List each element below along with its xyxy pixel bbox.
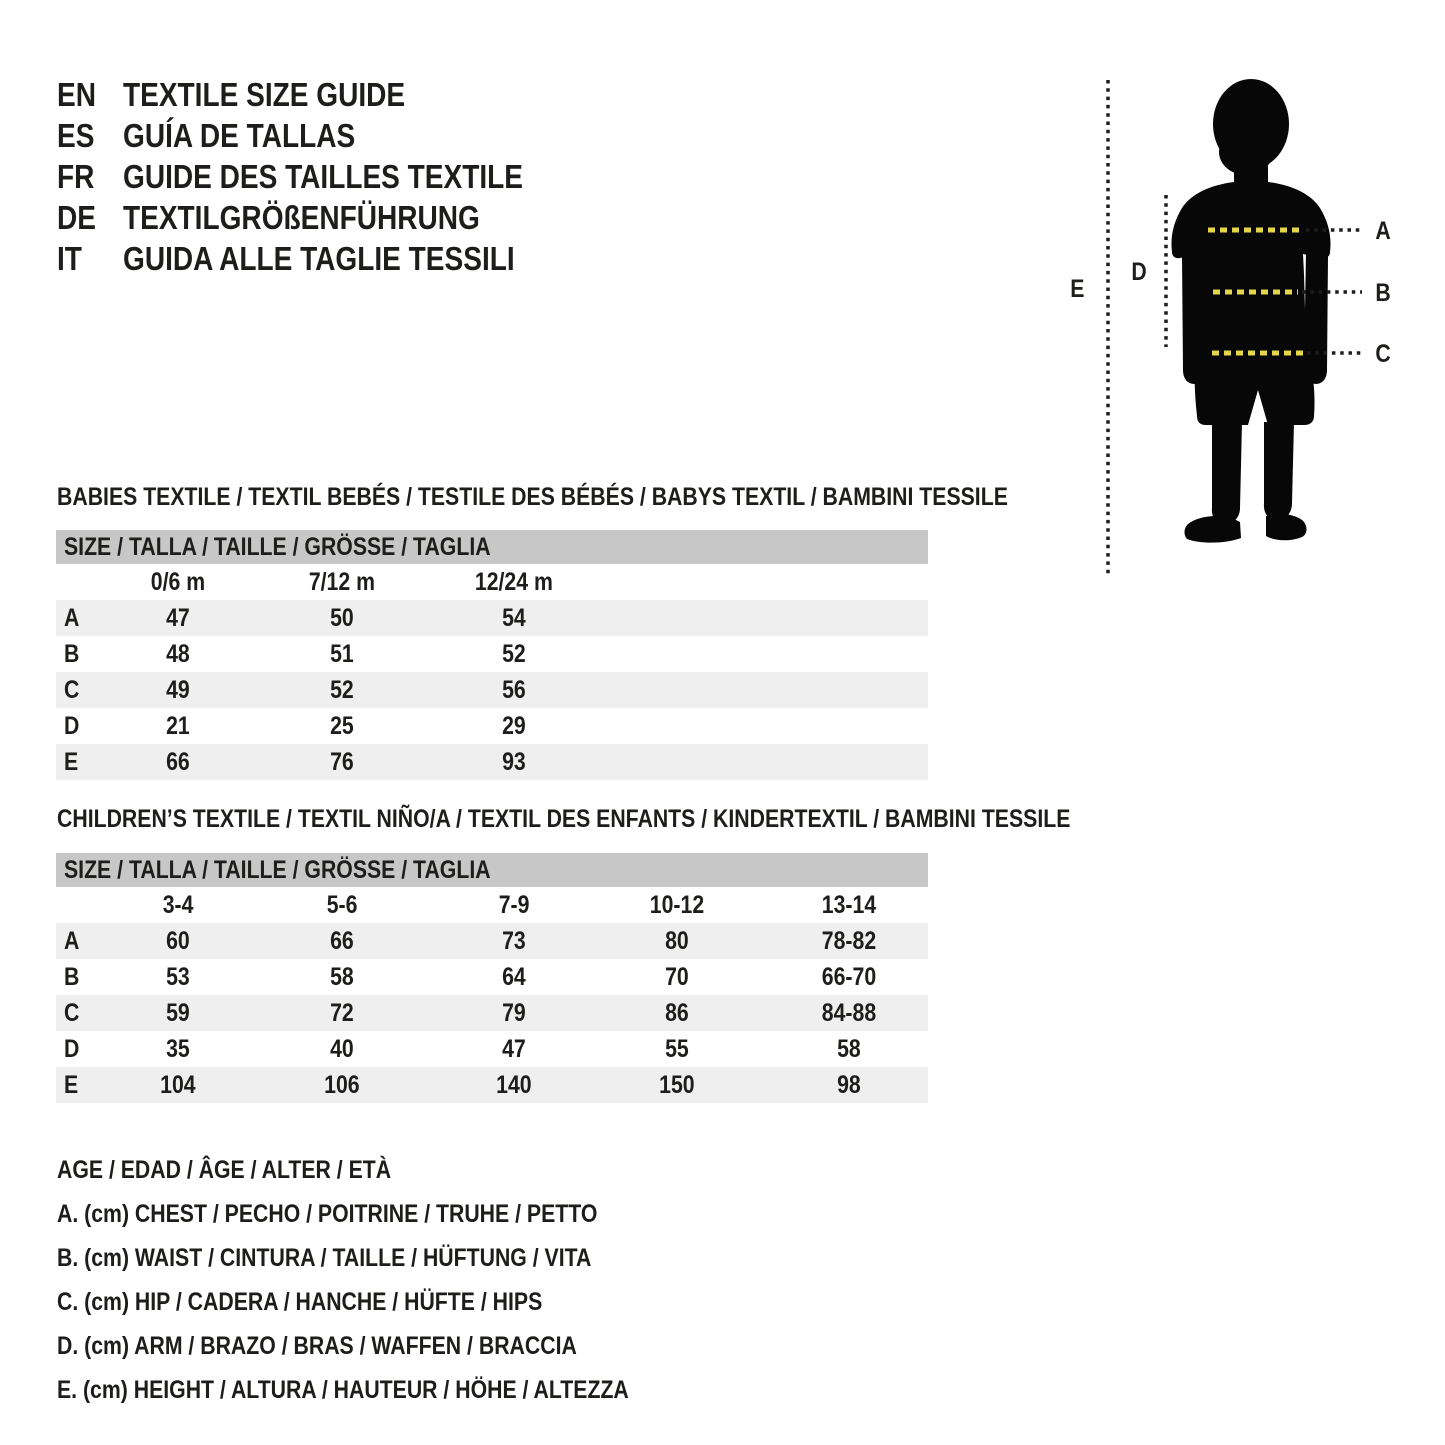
table-cell: 86 — [665, 998, 689, 1027]
babies-size-table — [56, 530, 928, 780]
lang-code: IT — [57, 239, 82, 277]
table-row — [56, 923, 928, 959]
row-label: B — [64, 962, 80, 991]
table-cell: 59 — [166, 998, 190, 1027]
table-cell: 47 — [502, 1034, 526, 1063]
babies-section-title: BABIES TEXTILE / TEXTIL BEBÉS / TESTILE DES BÉBÉS / BABYS TEXTIL / BAMBINI TESSILE — [57, 483, 1008, 511]
table-cell: 51 — [330, 639, 354, 668]
table-cell: 21 — [166, 711, 190, 740]
row-label: A — [64, 603, 80, 632]
guide-title: TEXTILE SIZE GUIDE — [123, 75, 406, 113]
table-cell: 66 — [166, 747, 190, 776]
title-row-en — [57, 74, 594, 115]
row-label: C — [64, 998, 80, 1027]
table-cell: 47 — [166, 603, 190, 632]
row-label: C — [64, 675, 80, 704]
table-row — [56, 708, 928, 744]
table-cell: 73 — [502, 926, 526, 955]
table-cell: 106 — [324, 1070, 360, 1099]
table-cell: 70 — [665, 962, 689, 991]
figure-label-d: D — [1131, 258, 1147, 286]
legend-line-height: E. (cm) HEIGHT / ALTURA / HAUTEUR / HÖHE / ALTEZZA — [57, 1376, 629, 1404]
title-row-fr — [57, 156, 594, 197]
table-row — [56, 995, 928, 1031]
table-cell: 66-70 — [821, 962, 877, 991]
babies-size-header-bar: SIZE / TALLA / TAILLE / GRÖSSE / TAGLIA — [56, 530, 928, 564]
table-cell: 93 — [502, 747, 526, 776]
row-label: A — [64, 926, 80, 955]
title-row-de — [57, 197, 594, 238]
babies-column-header-row — [56, 564, 928, 600]
table-row — [56, 959, 928, 995]
children-size-header-bar: SIZE / TALLA / TAILLE / GRÖSSE / TAGLIA — [56, 853, 928, 887]
column-header: 7/12 m — [308, 567, 376, 596]
table-cell: 78-82 — [821, 926, 877, 955]
table-cell: 104 — [160, 1070, 196, 1099]
legend-line-waist: B. (cm) WAIST / CINTURA / TAILLE / HÜFTUNG / VITA — [57, 1244, 592, 1272]
title-row-it — [57, 238, 594, 279]
child-silhouette-icon — [1171, 79, 1330, 543]
table-cell: 79 — [502, 998, 526, 1027]
table-cell: 84-88 — [821, 998, 877, 1027]
table-cell: 150 — [659, 1070, 695, 1099]
table-row — [56, 1067, 928, 1103]
table-cell: 76 — [330, 747, 354, 776]
table-cell: 52 — [330, 675, 354, 704]
legend-line-age: AGE / EDAD / ÂGE / ALTER / ETÀ — [57, 1156, 392, 1184]
row-label: D — [64, 711, 80, 740]
table-cell: 55 — [665, 1034, 689, 1063]
table-cell: 29 — [502, 711, 526, 740]
table-cell: 80 — [665, 926, 689, 955]
legend-line-hip: C. (cm) HIP / CADERA / HANCHE / HÜFTE / HIPS — [57, 1288, 543, 1316]
title-block — [57, 74, 594, 279]
figure-label-c: C — [1375, 340, 1391, 368]
children-section-title: CHILDREN’S TEXTILE / TEXTIL NIÑO/A / TEXTIL DES ENFANTS / KINDERTEXTIL / BAMBINI TESSILE — [57, 805, 1071, 833]
table-cell: 64 — [502, 962, 526, 991]
column-header: 7-9 — [498, 890, 530, 919]
column-header: 3-4 — [162, 890, 194, 919]
table-row — [56, 672, 928, 708]
table-cell: 25 — [330, 711, 354, 740]
lang-code: EN — [57, 75, 96, 113]
guide-title: GUIDE DES TAILLES TEXTILE — [123, 157, 524, 195]
table-cell: 53 — [166, 962, 190, 991]
table-cell: 56 — [502, 675, 526, 704]
figure-label-a: A — [1375, 217, 1391, 245]
title-row-es — [57, 115, 594, 156]
lang-code: FR — [57, 157, 95, 195]
measurement-legend — [57, 1148, 730, 1412]
table-cell: 140 — [496, 1070, 532, 1099]
table-cell: 48 — [166, 639, 190, 668]
row-label: B — [64, 639, 80, 668]
child-measurement-figure — [1040, 60, 1420, 600]
row-label: D — [64, 1034, 80, 1063]
figure-label-b: B — [1375, 279, 1391, 307]
table-cell: 58 — [330, 962, 354, 991]
table-row — [56, 600, 928, 636]
children-size-table — [56, 853, 928, 1103]
table-cell: 50 — [330, 603, 354, 632]
row-label: E — [64, 1070, 79, 1099]
column-header: 12/24 m — [475, 567, 553, 596]
guide-title: TEXTILGRÖßENFÜHRUNG — [123, 198, 480, 236]
lang-code: DE — [57, 198, 96, 236]
guide-title: GUÍA DE TALLAS — [123, 116, 356, 154]
table-cell: 58 — [837, 1034, 861, 1063]
column-header: 10-12 — [649, 890, 705, 919]
table-row — [56, 636, 928, 672]
children-column-header-row — [56, 887, 928, 923]
table-cell: 66 — [330, 926, 354, 955]
table-cell: 54 — [502, 603, 526, 632]
table-cell: 98 — [837, 1070, 861, 1099]
lang-code: ES — [57, 116, 95, 154]
column-header: 5-6 — [326, 890, 358, 919]
legend-line-arm: D. (cm) ARM / BRAZO / BRAS / WAFFEN / BRACCIA — [57, 1332, 577, 1360]
guide-title: GUIDA ALLE TAGLIE TESSILI — [123, 239, 515, 277]
row-label: E — [64, 747, 79, 776]
figure-label-e: E — [1070, 275, 1085, 303]
table-cell: 35 — [166, 1034, 190, 1063]
column-header: 0/6 m — [150, 567, 206, 596]
column-header: 13-14 — [821, 890, 877, 919]
table-cell: 49 — [166, 675, 190, 704]
table-row — [56, 1031, 928, 1067]
table-cell: 72 — [330, 998, 354, 1027]
legend-line-chest: A. (cm) CHEST / PECHO / POITRINE / TRUHE / PETTO — [57, 1200, 598, 1228]
table-cell: 52 — [502, 639, 526, 668]
table-row — [56, 744, 928, 780]
table-cell: 40 — [330, 1034, 354, 1063]
table-cell: 60 — [166, 926, 190, 955]
